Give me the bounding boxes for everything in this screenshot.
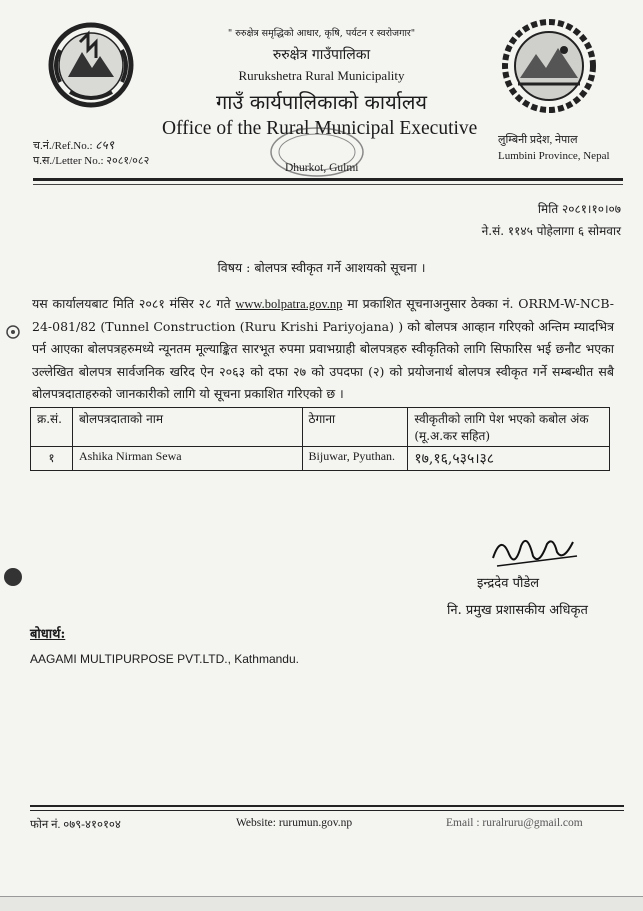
cc-label: बोधार्थ:: [30, 627, 66, 642]
footer-rule: [30, 805, 624, 807]
notice-body: [32, 293, 614, 406]
table-cell-bid-amount: १७,१६,५३५।३८: [408, 447, 610, 471]
table-header-row: [31, 408, 610, 447]
office-name-en: Office of the Rural Municipal Executive: [162, 118, 478, 139]
province-en: Lumbini Province, Nepal: [498, 150, 610, 162]
table-header-address: ठेगाना: [302, 408, 408, 447]
cc-recipient: AAGAMI MULTIPURPOSE PVT.LTD., Kathmandu.: [30, 652, 299, 666]
letter-no-value: २०८१/०८२: [106, 155, 150, 167]
margin-mark-icon: [6, 325, 20, 339]
subject-line: विषय : बोलपत्र स्वीकृत गर्ने आशयको सूचना ।: [217, 260, 426, 275]
letter-no: [33, 153, 149, 168]
footer-phone: फोन नं. ०७९-४१०१०४: [30, 819, 121, 831]
footer-website[interactable]: Website: rurumun.gov.np: [236, 817, 353, 829]
footer-email[interactable]: Email : ruralruru@gmail.com: [446, 817, 583, 829]
table-header-bidder-name: बोलपत्रदाताको नाम: [72, 408, 302, 447]
scan-edge: [0, 896, 643, 911]
ref-no-label: च.नं./Ref.No.:: [33, 140, 93, 152]
ref-no-value: ८५९: [95, 138, 115, 152]
table-cell-address: Bijuwar, Pyuthan.: [302, 447, 408, 471]
table-header-bid-amount: स्वीकृतीको लागि पेश भएको कबोल अंक (मू.अ.कर सहित): [408, 408, 610, 447]
body-text-rest: मा प्रकाशित सूचनाअनुसार ठेक्का नं. ORRM-W-NCB-24-081/82 (Tunnel Construction (Ruru Krishi Pariyojana) ) को बोलपत्र आव्हान गरिएको अन्तिम म्यादभित्र पर्न आएका बोलपत्रहरुमध्ये न्यूनतम मूल्याङ्कित सारभूत रुपमा प्रवाभग्राही बोलपत्रहरु स्वीकृतिको लागि सिफारिस भई छनौट भएका उल्लेखित बोलपत्र सार्वजनिक खरिद ऐन २०६३ को दफा २७ को उपदफा (२) को प्रयोजनार्थ बोलपत्र स्वीकृत गर्ने सम्बन्धीत सबै बोलपत्रदाताहरुको जानकारीको लागि यो सूचना प्रकाशित गरिएको छ ।: [32, 296, 614, 401]
footer-rule-thin: [30, 810, 624, 811]
ref-no: [33, 136, 114, 153]
table-cell-bidder-name: Ashika Nirman Sewa: [72, 447, 302, 471]
header-rule-thin: [33, 184, 623, 185]
office-stamp: [262, 122, 372, 182]
municipality-name-en: Rurukshetra Rural Municipality: [238, 68, 405, 83]
table-row: [31, 447, 610, 471]
scan-blot: [4, 568, 22, 586]
table-cell-sn: १: [31, 447, 73, 471]
body-text-start: यस कार्यालयबाट मिति २०८१ मंसिर २८ गते: [32, 296, 236, 311]
bidders-table: [30, 407, 610, 471]
office-location: Dhurkot, Gulmi: [285, 162, 359, 174]
signatory-name: इन्द्रदेव पौडेल: [477, 576, 540, 591]
municipality-name-np: रुरुक्षेत्र गाउँपालिका: [272, 47, 371, 63]
motto: " रुरुक्षेत्र समृद्धिको आधार, कृषि, पर्यटन र स्वरोजगार": [227, 28, 416, 39]
header-rule: [33, 178, 623, 181]
handwritten-signature: [487, 528, 587, 572]
letter-no-label: प.स./Letter No.:: [33, 155, 104, 167]
bolpatra-link[interactable]: www.bolpatra.gov.np: [235, 297, 343, 311]
province-np: लुम्बिनी प्रदेश, नेपाल: [498, 134, 578, 146]
date-line: मिति २०८१।१०।०७: [537, 202, 621, 216]
table-header-sn: क्र.सं.: [31, 408, 73, 447]
signatory-title: नि. प्रमुख प्रशासकीय अधिकृत: [447, 603, 588, 618]
nepal-samvat-date: ने.सं. ११४५ पोहेलागा ६ सोमवार: [481, 224, 621, 238]
office-name-np: गाउँ कार्यपालिकाको कार्यालय: [215, 90, 428, 114]
